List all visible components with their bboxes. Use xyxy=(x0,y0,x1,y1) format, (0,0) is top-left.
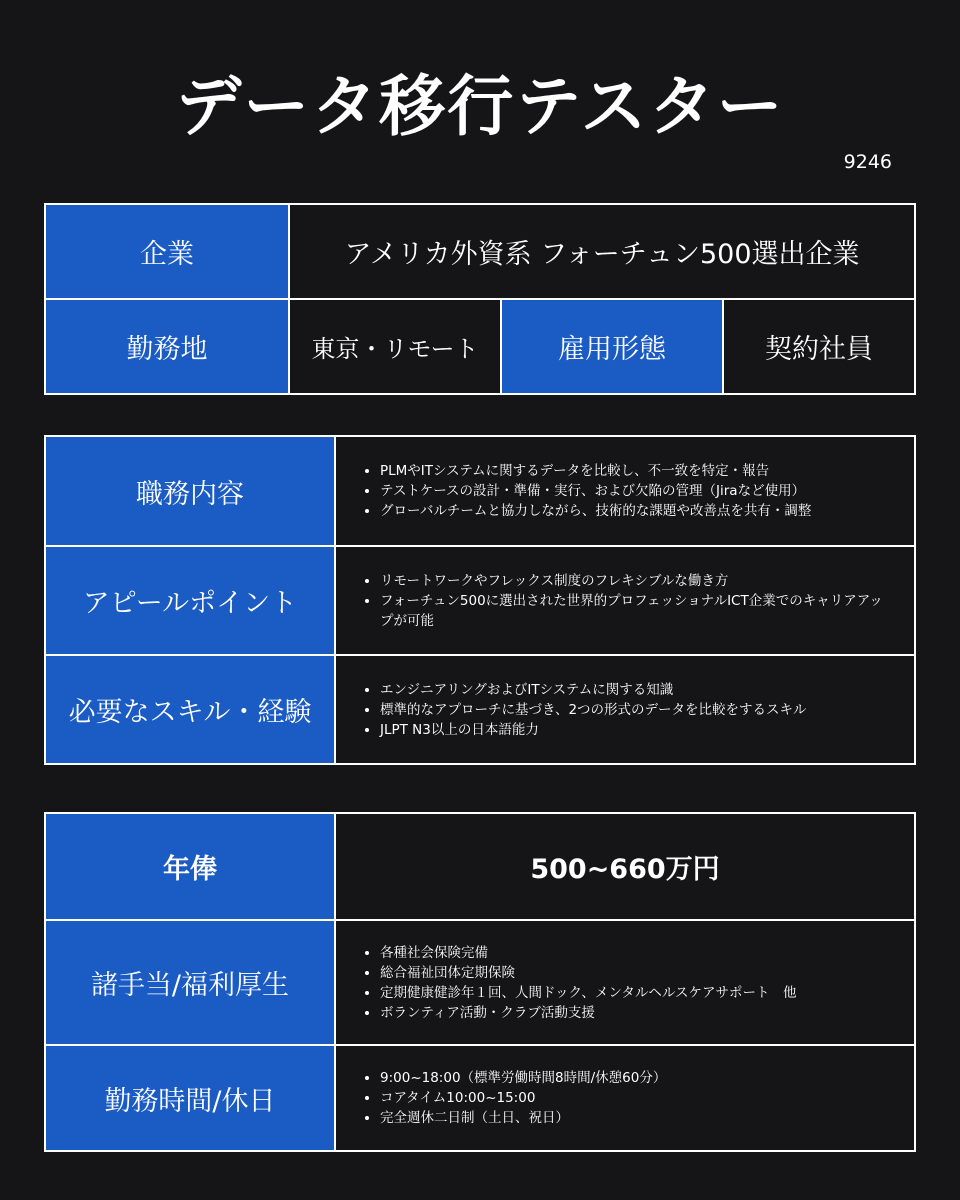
hours-label: 勤務時間/休日 xyxy=(46,1046,334,1150)
employment-label: 雇用形態 xyxy=(502,300,722,393)
list-item: • JLPT N3以上の日本語能力 xyxy=(380,720,806,740)
skills-list-cell xyxy=(336,656,914,763)
page-title: データ移行テスター xyxy=(175,68,785,145)
list-item: • リモートワークやフレックス制度のフレキシブルな働き方 xyxy=(380,571,890,591)
hours-list xyxy=(362,1068,666,1128)
company-label: 企業 xyxy=(46,205,288,298)
list-item: • 標準的なアプローチに基づき、2つの形式のデータを比較をするスキル xyxy=(380,700,806,720)
list-item: • 各種社会保険完備 xyxy=(380,943,796,963)
benefits-list-cell xyxy=(336,921,914,1044)
list-item: • 総合福祉団体定期保険 xyxy=(380,963,796,983)
list-item: • コアタイム10:00~15:00 xyxy=(380,1088,666,1108)
list-item: • ボランティア活動・クラブ活動支援 xyxy=(380,1003,796,1023)
list-item: • PLMやITシステムに関するデータを比較し、不一致を特定・報告 xyxy=(380,461,811,481)
list-item: • 完全週休二日制（土日、祝日） xyxy=(380,1108,666,1128)
skills-label: 必要なスキル・経験 xyxy=(46,656,334,763)
company-value: アメリカ外資系 フォーチュン500選出企業 xyxy=(290,205,914,298)
list-item: • グローバルチームと協力しながら、技術的な課題や改善点を共有・調整 xyxy=(380,501,811,521)
list-item: • テストケースの設計・準備・実行、および欠陥の管理（Jiraなど使用） xyxy=(380,481,811,501)
location-value: 東京・リモート xyxy=(290,300,500,393)
skills-list xyxy=(362,680,806,740)
salary-value: 500~660万円 xyxy=(336,814,914,919)
list-item: • 定期健康健診年１回、人間ドック、メンタルヘルスケアサポート 他 xyxy=(380,983,796,1003)
duties-list xyxy=(362,461,811,521)
list-item: • 9:00~18:00（標準労働時間8時間/休憩60分） xyxy=(380,1068,666,1088)
list-item: • フォーチュン500に選出された世界的プロフェッショナルICT企業でのキャリアアップが可能 xyxy=(380,591,890,631)
salary-label: 年俸 xyxy=(46,814,334,919)
summary-table xyxy=(44,203,916,395)
job-id: 9246 xyxy=(843,151,892,173)
benefits-label: 諸手当/福利厚生 xyxy=(46,921,334,1044)
employment-value: 契約社員 xyxy=(724,300,914,393)
benefits-list xyxy=(362,943,796,1023)
conditions-table xyxy=(44,812,916,1152)
duties-list-cell xyxy=(336,437,914,545)
appeal-list-cell xyxy=(336,547,914,654)
hours-list-cell xyxy=(336,1046,914,1150)
appeal-list xyxy=(362,571,890,631)
location-label: 勤務地 xyxy=(46,300,288,393)
details-table xyxy=(44,435,916,765)
duties-label: 職務内容 xyxy=(46,437,334,545)
list-item: • エンジニアリングおよびITシステムに関する知識 xyxy=(380,680,806,700)
appeal-label: アピールポイント xyxy=(46,547,334,654)
